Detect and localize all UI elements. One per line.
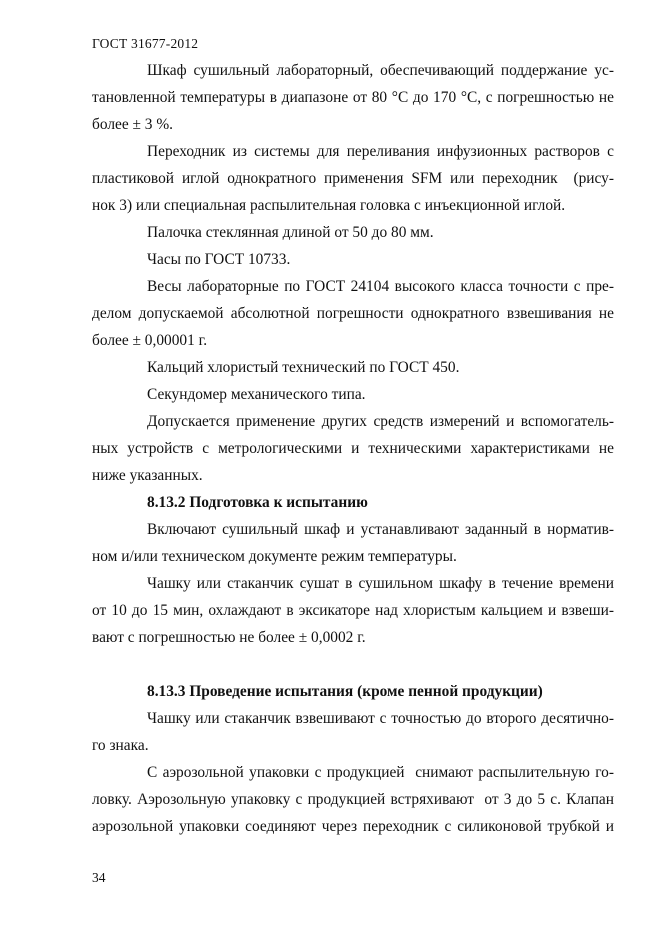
paragraph-line: тановленной температуры в диапазоне от 80 °С до 170 °С, с погрешностью не [92,89,614,106]
paragraph-line: го знака. [92,737,149,754]
paragraph-line: более ± 3 %. [92,116,174,133]
paragraph-line: пластиковой иглой однократного применения SFM или переходник (рису- [92,170,614,187]
paragraph-line: ном и/или техническом документе режим температуры. [92,548,457,565]
section-heading: 8.13.2 Подготовка к испытанию [147,494,368,511]
paragraph-line: С аэрозольной упаковки с продукцией снимают распылительную го- [147,764,614,781]
paragraph-line: Часы по ГОСТ 10733. [147,251,291,268]
paragraph-line: более ± 0,00001 г. [92,332,208,349]
paragraph-line: Включают сушильный шкаф и устанавливают заданный в норматив- [147,521,614,538]
paragraph-line: Чашку или стаканчик сушат в сушильном шкафу в течение времени [147,575,614,592]
paragraph-line: Переходник из системы для переливания инфузионных растворов с [147,143,614,160]
paragraph-line: ных устройств с метрологическими и техническими характеристиками не [92,440,614,457]
standard-header: ГОСТ 31677-2012 [92,36,199,51]
paragraph-line: Секундомер механического типа. [147,386,366,403]
paragraph-line: ловку. Аэрозольную упаковку с продукцией встряхивают от 3 до 5 с. Клапан [92,791,614,808]
paragraph-line: ниже указанных. [92,467,203,484]
page-number: 34 [92,870,106,885]
paragraph-line: делом допускаемой абсолютной погрешности однократного взвешивания не [92,305,614,322]
paragraph-line: аэрозольной упаковки соединяют через переходник с силиконовой трубкой и [92,818,614,835]
section-heading: 8.13.3 Проведение испытания (кроме пенной продукции) [147,683,543,700]
paragraph-line: Чашку или стаканчик взвешивают с точностью до второго десятично- [147,710,614,727]
paragraph-line: вают с погрешностью не более ± 0,0002 г. [92,629,366,646]
paragraph-line: от 10 до 15 мин, охлаждают в эксикаторе над хлористым кальцием и взвеши- [92,602,614,619]
paragraph-line: Палочка стеклянная длиной от 50 до 80 мм. [147,224,434,241]
paragraph-line: Допускается применение других средств измерений и вспомогатель- [147,413,614,430]
paragraph-line: Кальций хлористый технический по ГОСТ 450. [147,359,460,376]
paragraph-line: Весы лабораторные по ГОСТ 24104 высокого класса точности с пре- [147,278,614,295]
paragraph-line: Шкаф сушильный лабораторный, обеспечивающий поддержание ус- [147,62,614,79]
paragraph-line: нок 3) или специальная распылительная головка с инъекционной иглой. [92,197,566,214]
